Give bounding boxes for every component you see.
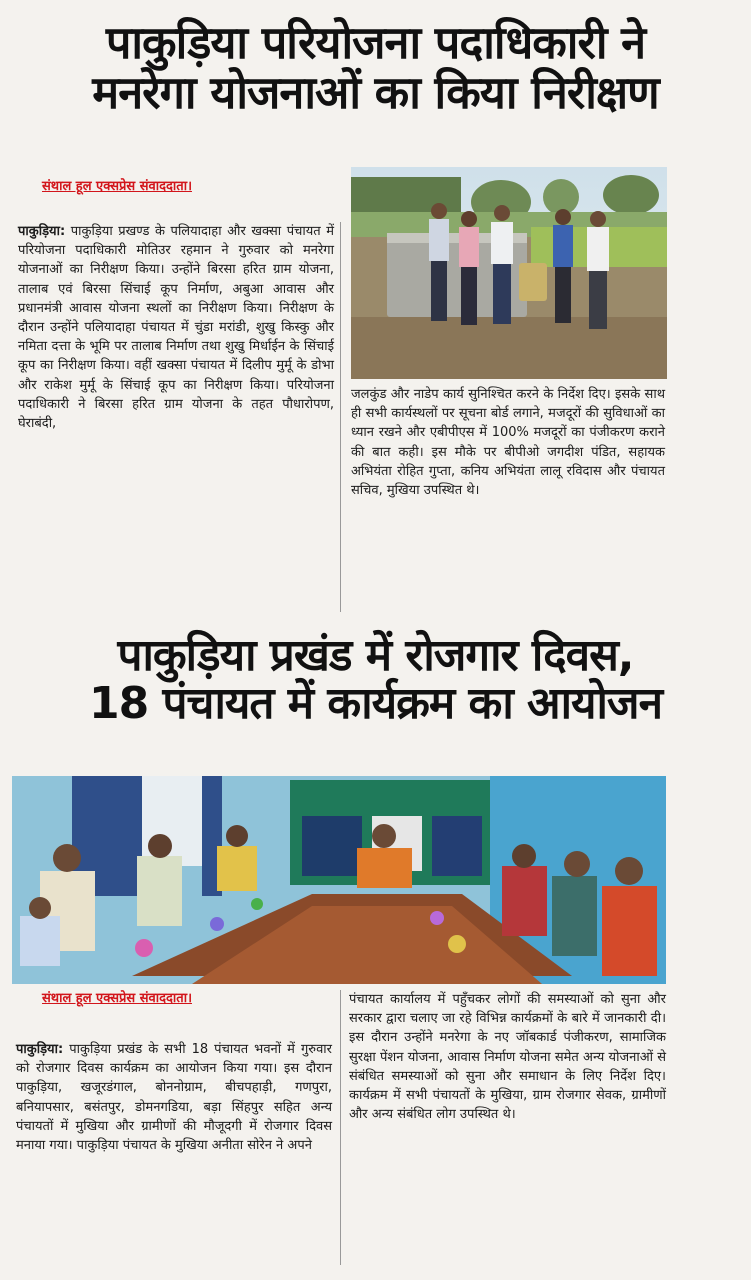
article1-column2-text: जलकुंड और नाडेप कार्य सुनिश्चित करने के निर्देश दिए। इसके साथ ही सभी कार्यस्थलों पर सूचना बोर्ड लगाने, मजदूरों की सुविधाओं का ध्यान रखने और एबीपीएस में 100% मजदूरों का पंजीकरण कराने की बात कही। इस मौके पर बीपीओ जगदीश पंडित, सहायक अभियंता रोहित गुप्ता, कनिय अभियंता लालू रविदास और पंचायत सचिव, मुखिया उपस्थित थे।: [351, 387, 665, 499]
article1-byline: संथाल हूल एक्सप्रेस संवाददाता।: [42, 179, 192, 194]
article1-dateline: पाकुड़िया:: [18, 224, 66, 239]
article2-column1: [16, 1040, 332, 1155]
article1-headline: [10, 18, 741, 117]
article2-headline: [10, 632, 741, 729]
article2-column2-text: पंचायत कार्यालय में पहुँचकर लोगों की समस्याओं को सुना और सरकार द्वारा चलाए जा रहे विभिन्न कार्यक्रमों के बारे में जानकारी दी। इस दौरान उन्होंने मनरेगा के नए जॉबकार्ड पंजीकरण, सामाजिक सुरक्षा पेंशन योजना, आवास निर्माण योजना समेत अन्य योजनाओं से संबंधित समस्याओं को सुना और समाधान के लिए निर्देश दिए। कार्यक्रम में सभी पंचायतों के मुखिया, ग्राम रोजगार सेवक, ग्रामीणों और अन्य संबंधित लोग उपस्थित थे।: [349, 992, 666, 1123]
article2-dateline: पाकुड़िया:: [16, 1042, 64, 1057]
article1-column1: [18, 222, 334, 433]
article1-column2: [351, 385, 665, 500]
article2-headline-line2: 18 पंचायत में कार्यक्रम का आयोजन: [88, 678, 662, 730]
column-divider: [340, 222, 341, 612]
article2-photo: [12, 776, 666, 984]
column-divider: [340, 990, 341, 1265]
article2-headline-line1: पाकुड़िया प्रखंड में रोजगार दिवस,: [117, 630, 634, 681]
article1-headline-line1: पाकुड़िया परियोजना पदाधिकारी ने: [105, 16, 646, 69]
article1-column1-text: पाकुड़िया प्रखण्ड के पलियादाहा और खक्सा पंचायत में परियोजना पदाधिकारी मोतिउर रहमान ने गुरुवार को मनरेगा योजनाओं का निरीक्षण किया। उन्होंने बिरसा हरित ग्राम योजना, तालाब एवं बिरसा सिंचाई कूप निर्माण, अबुआ आवास और प्रधानमंत्री आवास योजना स्थलों का निरीक्षण किया। निरीक्षण के दौरान उन्होंने पलियादाहा पंचायत में चुंडा मरांडी, शुखु किस्कु और नमिता दत्ता के भूमि पर तालाब निर्माण तथा शुखु मिर्धाईन के सिंचाई कूप का निरीक्षण किया। वहीं खक्सा पंचायत में दिलीप मुर्मू के डोभा और राकेश मुर्मू के सिंचाई कूप का निरीक्षण किया। परियोजना पदाधिकारी ने बिरसा हरित ग्राम योजना के तहत पौधारोपण, घेराबंदी,: [18, 224, 334, 432]
article2-byline: संथाल हूल एक्सप्रेस संवाददाता।: [42, 991, 192, 1006]
article1-photo: [351, 167, 667, 379]
article2-column1-text: पाकुड़िया प्रखंड के सभी 18 पंचायत भवनों में गुरुवार को रोजगार दिवस कार्यक्रम का आयोजन किया गया। इस दौरान पाकुड़िया, खजूरडंगाल, बोननोग्राम, बीचपहाड़ी, गणपुरा, बनियापसार, बसंतपुर, डोमनगडिया, बड़ा सिंहपुर सहित अन्य पंचायतों में मुखिया और ग्रामीणों की मौजूदगी में रोजगार दिवस मनाया गया। पाकुड़िया पंचायत के मुखिया अनीता सोरेन ने अपने: [16, 1042, 332, 1154]
article2-column2: [349, 990, 666, 1124]
article1-headline-line2: मनरेगा योजनाओं का किया निरीक्षण: [92, 65, 659, 119]
